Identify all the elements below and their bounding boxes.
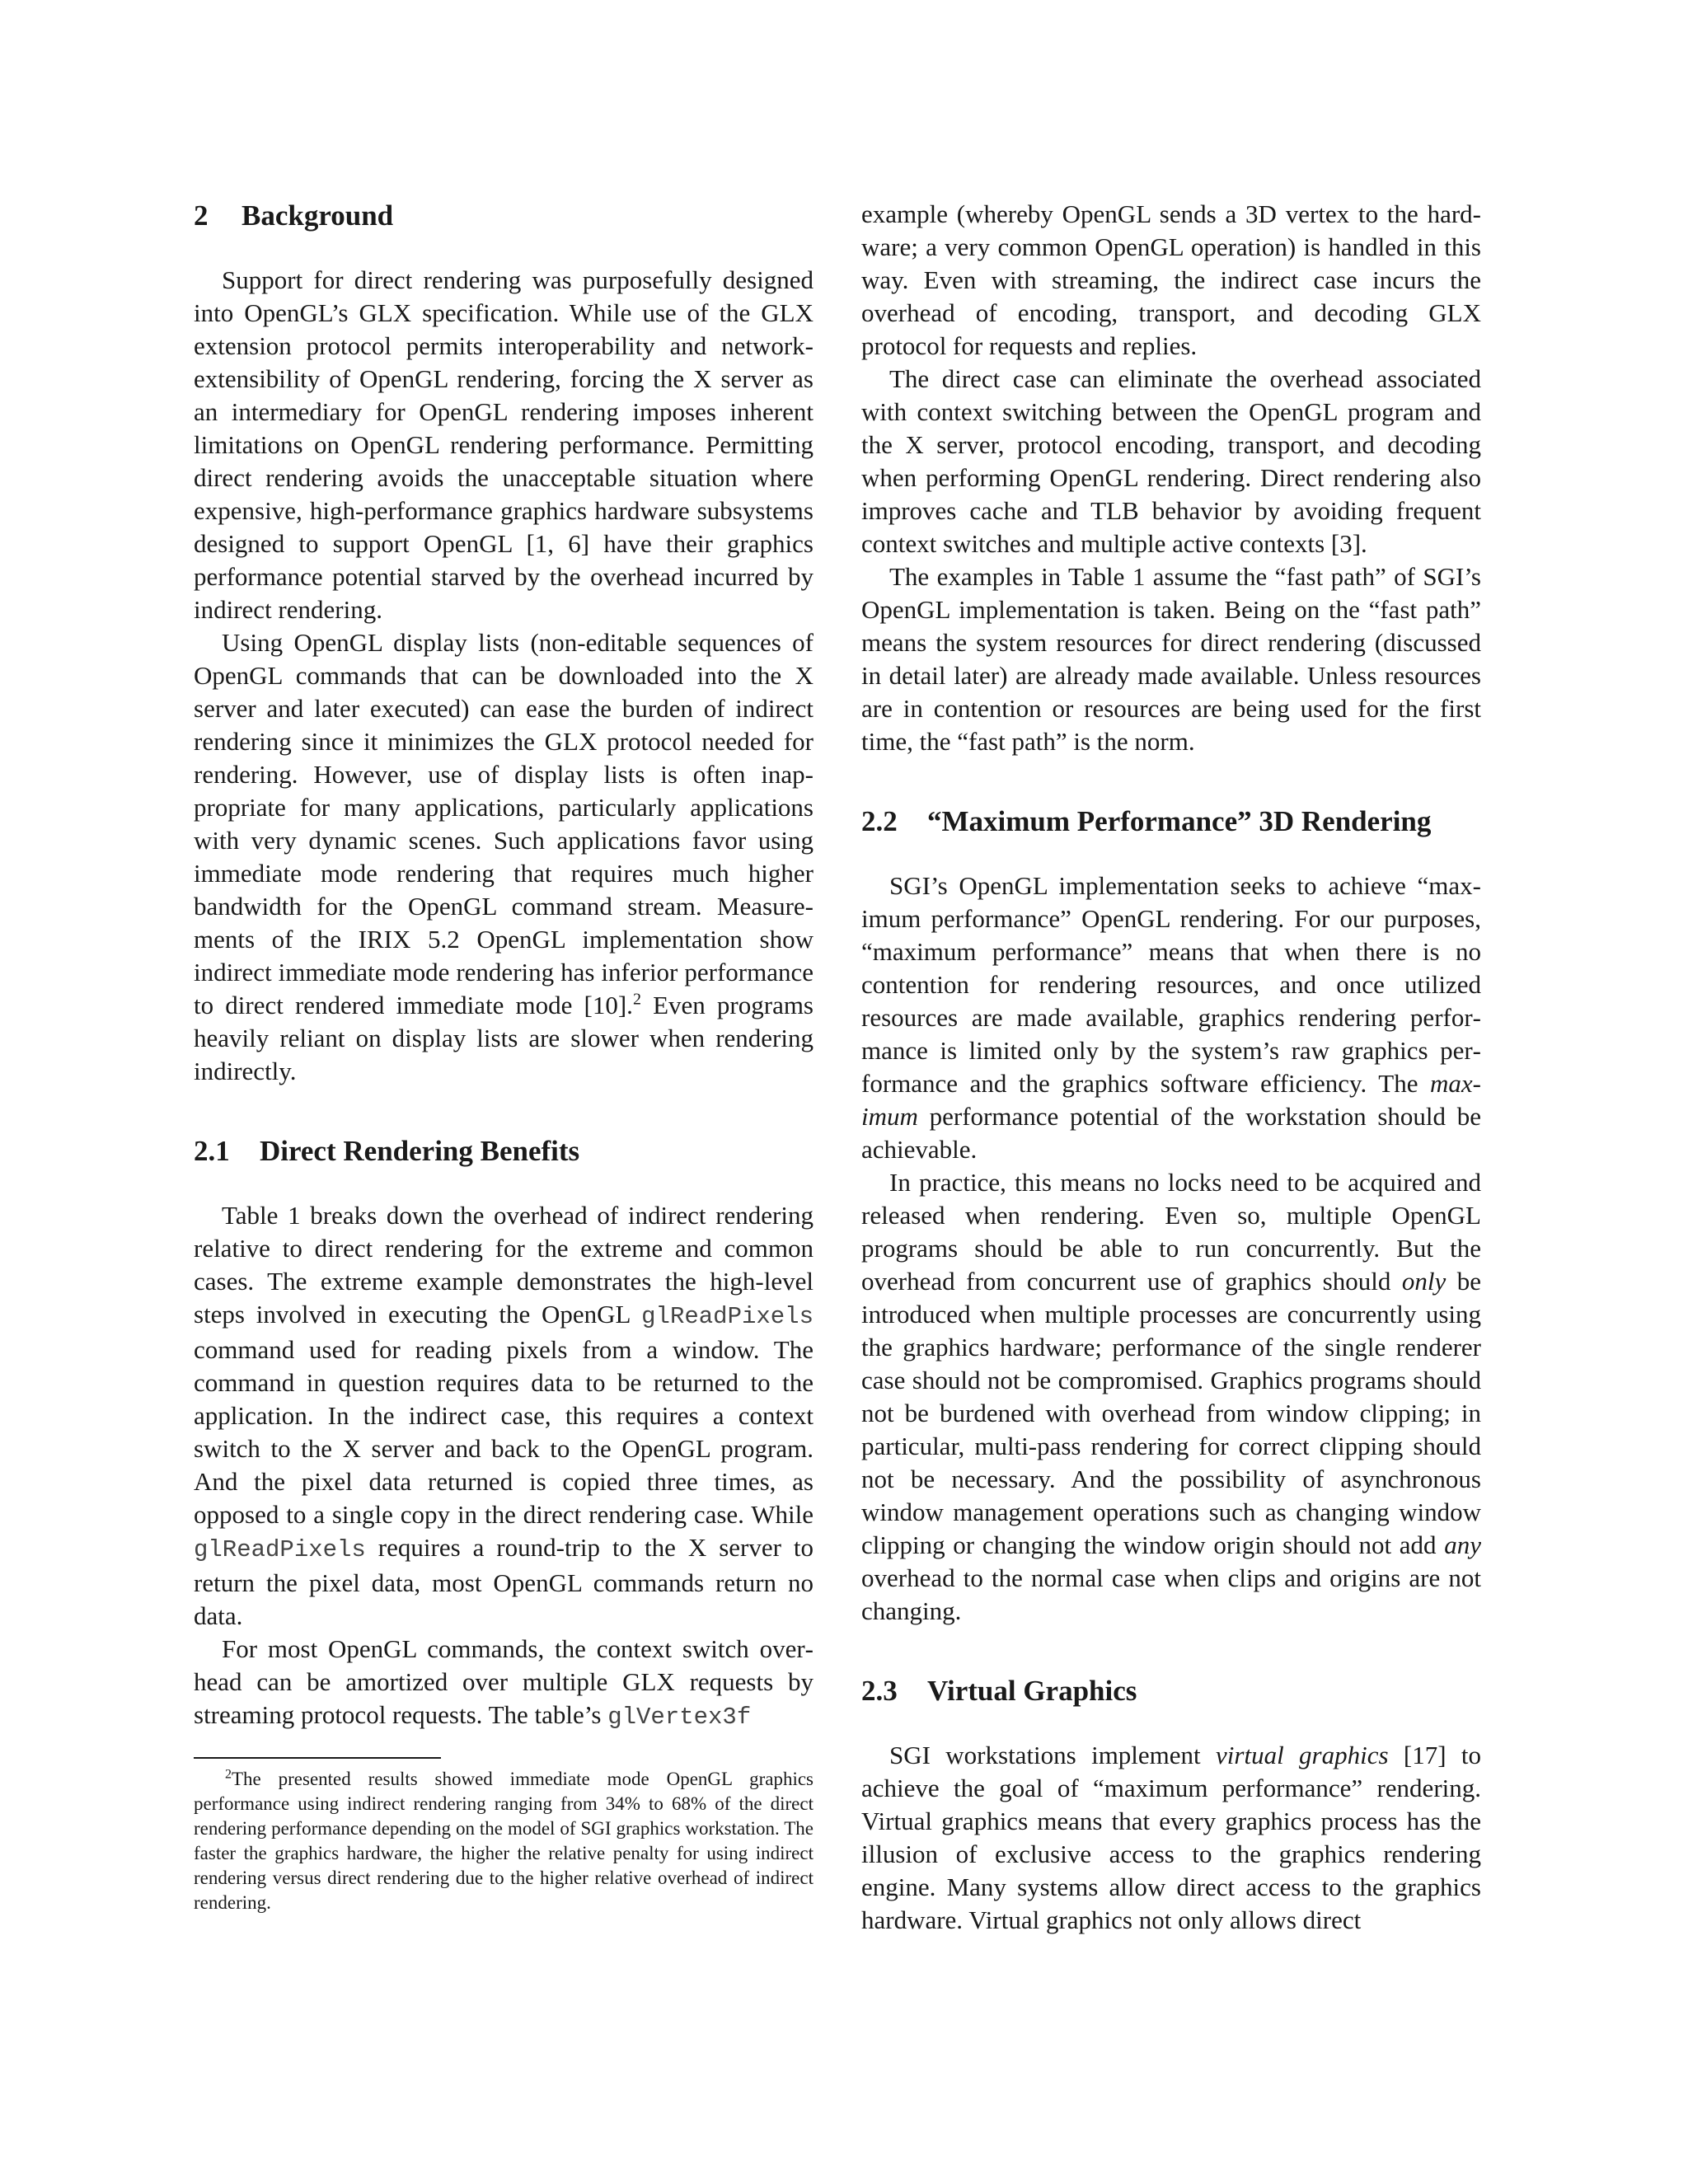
emphasis: only bbox=[1401, 1267, 1447, 1296]
section-heading-background bbox=[194, 198, 814, 234]
paragraph bbox=[861, 1739, 1481, 1937]
text-run: Table 1 breaks down the overhead of indirect rendering relative to direct rendering for the extreme and common cases. The extreme example demonstrates the high-level steps involved in executing the OpenGL bbox=[194, 1201, 814, 1329]
section-title: Background bbox=[241, 199, 394, 232]
text-run: Using OpenGL display lists (non-editable sequences of OpenGL commands that can be downloaded into the X server and later executed) can ease the burden of indirect rendering since it minimizes the GLX protocol needed for rendering. However, use of display lists is often inappropriate for many applications, particularly applications with very dynamic scenes. Such applications favor using immediate mode rendering that requires much higher bandwidth for the OpenGL command stream. Measurements of the IRIX 5.2 OpenGL implementation show indirect immediate mode rendering has inferior performance to direct rendered immediate mode [10]. bbox=[194, 628, 814, 1019]
text-run: SGI’s OpenGL implementation seeks to achieve “maximum performance” OpenGL rendering. For our purposes, “maximum performance” means that when there is no contention for rendering resources, and once utilized resources are made available, graphics rendering performance is limited only by the system’s raw graphics performance and the graphics software efficiency. The bbox=[861, 871, 1481, 1098]
paragraph: The examples in Table 1 assume the “fast path” of SGI’s OpenGL implementation is taken. Being on the “fast path” means the system resources for direct rendering (discussed in detail later) are already made available. Unless resources are in contention or resources are being used for the first time, the “fast path” is the norm. bbox=[861, 562, 1481, 756]
code-term: glVertex3f bbox=[607, 1704, 752, 1731]
text-run: SGI workstations implement bbox=[889, 1741, 1217, 1769]
section-number: 2.2 bbox=[861, 805, 898, 837]
paragraph: The direct case can eliminate the overhead associated with context switching between the OpenGL program and the X server, protocol encoding, transport, and decoding when performing OpenGL rendering. Direct rendering also improves cache and TLB behavior by avoiding frequent context switches and multiple active contexts [3]. bbox=[861, 364, 1481, 558]
section-heading-virtual-graphics bbox=[861, 1673, 1481, 1709]
section-number: 2 bbox=[194, 199, 209, 232]
footnote-rule bbox=[194, 1757, 441, 1759]
text-run: performance potential of the workstation should be achievable. bbox=[861, 1102, 1481, 1164]
footnote-mark: 2 bbox=[225, 1767, 232, 1782]
section-title: “Maximum Performance” 3D Rendering bbox=[927, 805, 1432, 837]
emphasis: maximum bbox=[861, 1069, 1481, 1131]
section-heading-direct-rendering-benefits bbox=[194, 1133, 814, 1169]
text-run: command used for reading pixels from a window. The command in question requires data to be returned to the application. In the indirect case, this requires a context switch to the X server and back to the OpenGL program. And the pixel data returned is copied three times, as opposed to a single copy in the direct rendering case. While bbox=[194, 1335, 814, 1529]
left-column bbox=[194, 198, 814, 1915]
paragraph: Support for direct rendering was purposefully designed into OpenGL’s GLX specification. While use of the GLX extension protocol permits interoperability and network-extensibility of OpenGL rendering, forcing the X server as an intermediary for OpenGL rendering imposes inherent limitations on OpenGL rendering performance. Permitting direct rendering avoids the unacceptable situation where expensive, high-performance graphics hardware subsystems designed to support OpenGL [1, 6] have their graphics performance potential starved by the overhead incurred by indirect rendering. bbox=[194, 265, 814, 624]
paragraph bbox=[861, 869, 1481, 1166]
text-run: overhead to the normal case when clips and origins are not changing. bbox=[861, 1563, 1481, 1625]
text-run: Even programs heavily reliant on display lists are slower when rendering indirectly. bbox=[194, 991, 814, 1085]
text-run: requires a round-trip to the X server to return the pixel data, most OpenGL commands return no data. bbox=[194, 1533, 814, 1630]
text-run: For most OpenGL commands, the context switch overhead can be amortized over multiple GLX requests by streaming protocol requests. The table’s bbox=[194, 1634, 814, 1729]
code-term: glReadPixels bbox=[194, 1536, 366, 1563]
footnote-ref: 2 bbox=[632, 990, 641, 1009]
section-title: Direct Rendering Benefits bbox=[260, 1135, 580, 1167]
code-term: glReadPixels bbox=[641, 1303, 814, 1330]
section-number: 2.1 bbox=[194, 1135, 230, 1167]
paragraph bbox=[194, 1633, 814, 1734]
text-run: In practice, this means no locks need to be acquired and released when rendering. Even so, multiple OpenGL programs should be able to run concurrently. But the overhead from concurrent use of graphics should bbox=[861, 1168, 1481, 1296]
paragraph: example (whereby OpenGL sends a 3D vertex to the hardware; a very common OpenGL operation) is handled in this way. Even with streaming, the indirect case incurs the overhead of encoding, transport, and decoding GLX protocol for requests and replies. bbox=[861, 199, 1481, 360]
text-run: [17] to achieve the goal of “maximum performance” rendering. Virtual graphics means that every graphics process has the illusion of exclusive access to the graphics rendering engine. Many systems allow direct access to the graphics hardware. Virtual graphics not only allows direct bbox=[861, 1741, 1481, 1934]
text-run: be introduced when multiple processes are concurrently using the graphics hardware; performance of the single renderer case should not be compromised. Graphics programs should not be burdened with overhead from window clipping; in particular, multi-pass rendering for correct clipping should not be necessary. And the possibility of asynchronous window management operations such as changing window clipping or changing the window origin should not add bbox=[861, 1267, 1481, 1559]
paragraph bbox=[861, 1166, 1481, 1628]
section-number: 2.3 bbox=[861, 1675, 898, 1707]
paragraph bbox=[194, 626, 814, 1088]
footnote-text: The presented results showed immediate mode OpenGL graphics performance using indirect rendering ranging from 34% to 68% of the direct rendering performance depending on the model of SGI graphics workstation. The faster the graphics hardware, the higher the relative penalty for using indirect rendering versus direct rendering due to the higher relative overhead of indirect rendering. bbox=[194, 1769, 814, 1913]
footnote bbox=[194, 1767, 814, 1915]
emphasis: virtual graphics bbox=[1216, 1741, 1389, 1769]
section-heading-maximum-performance bbox=[861, 804, 1481, 840]
paragraph bbox=[194, 1199, 814, 1633]
right-column bbox=[861, 198, 1481, 1937]
section-title: Virtual Graphics bbox=[927, 1675, 1137, 1707]
emphasis: any bbox=[1444, 1530, 1481, 1559]
